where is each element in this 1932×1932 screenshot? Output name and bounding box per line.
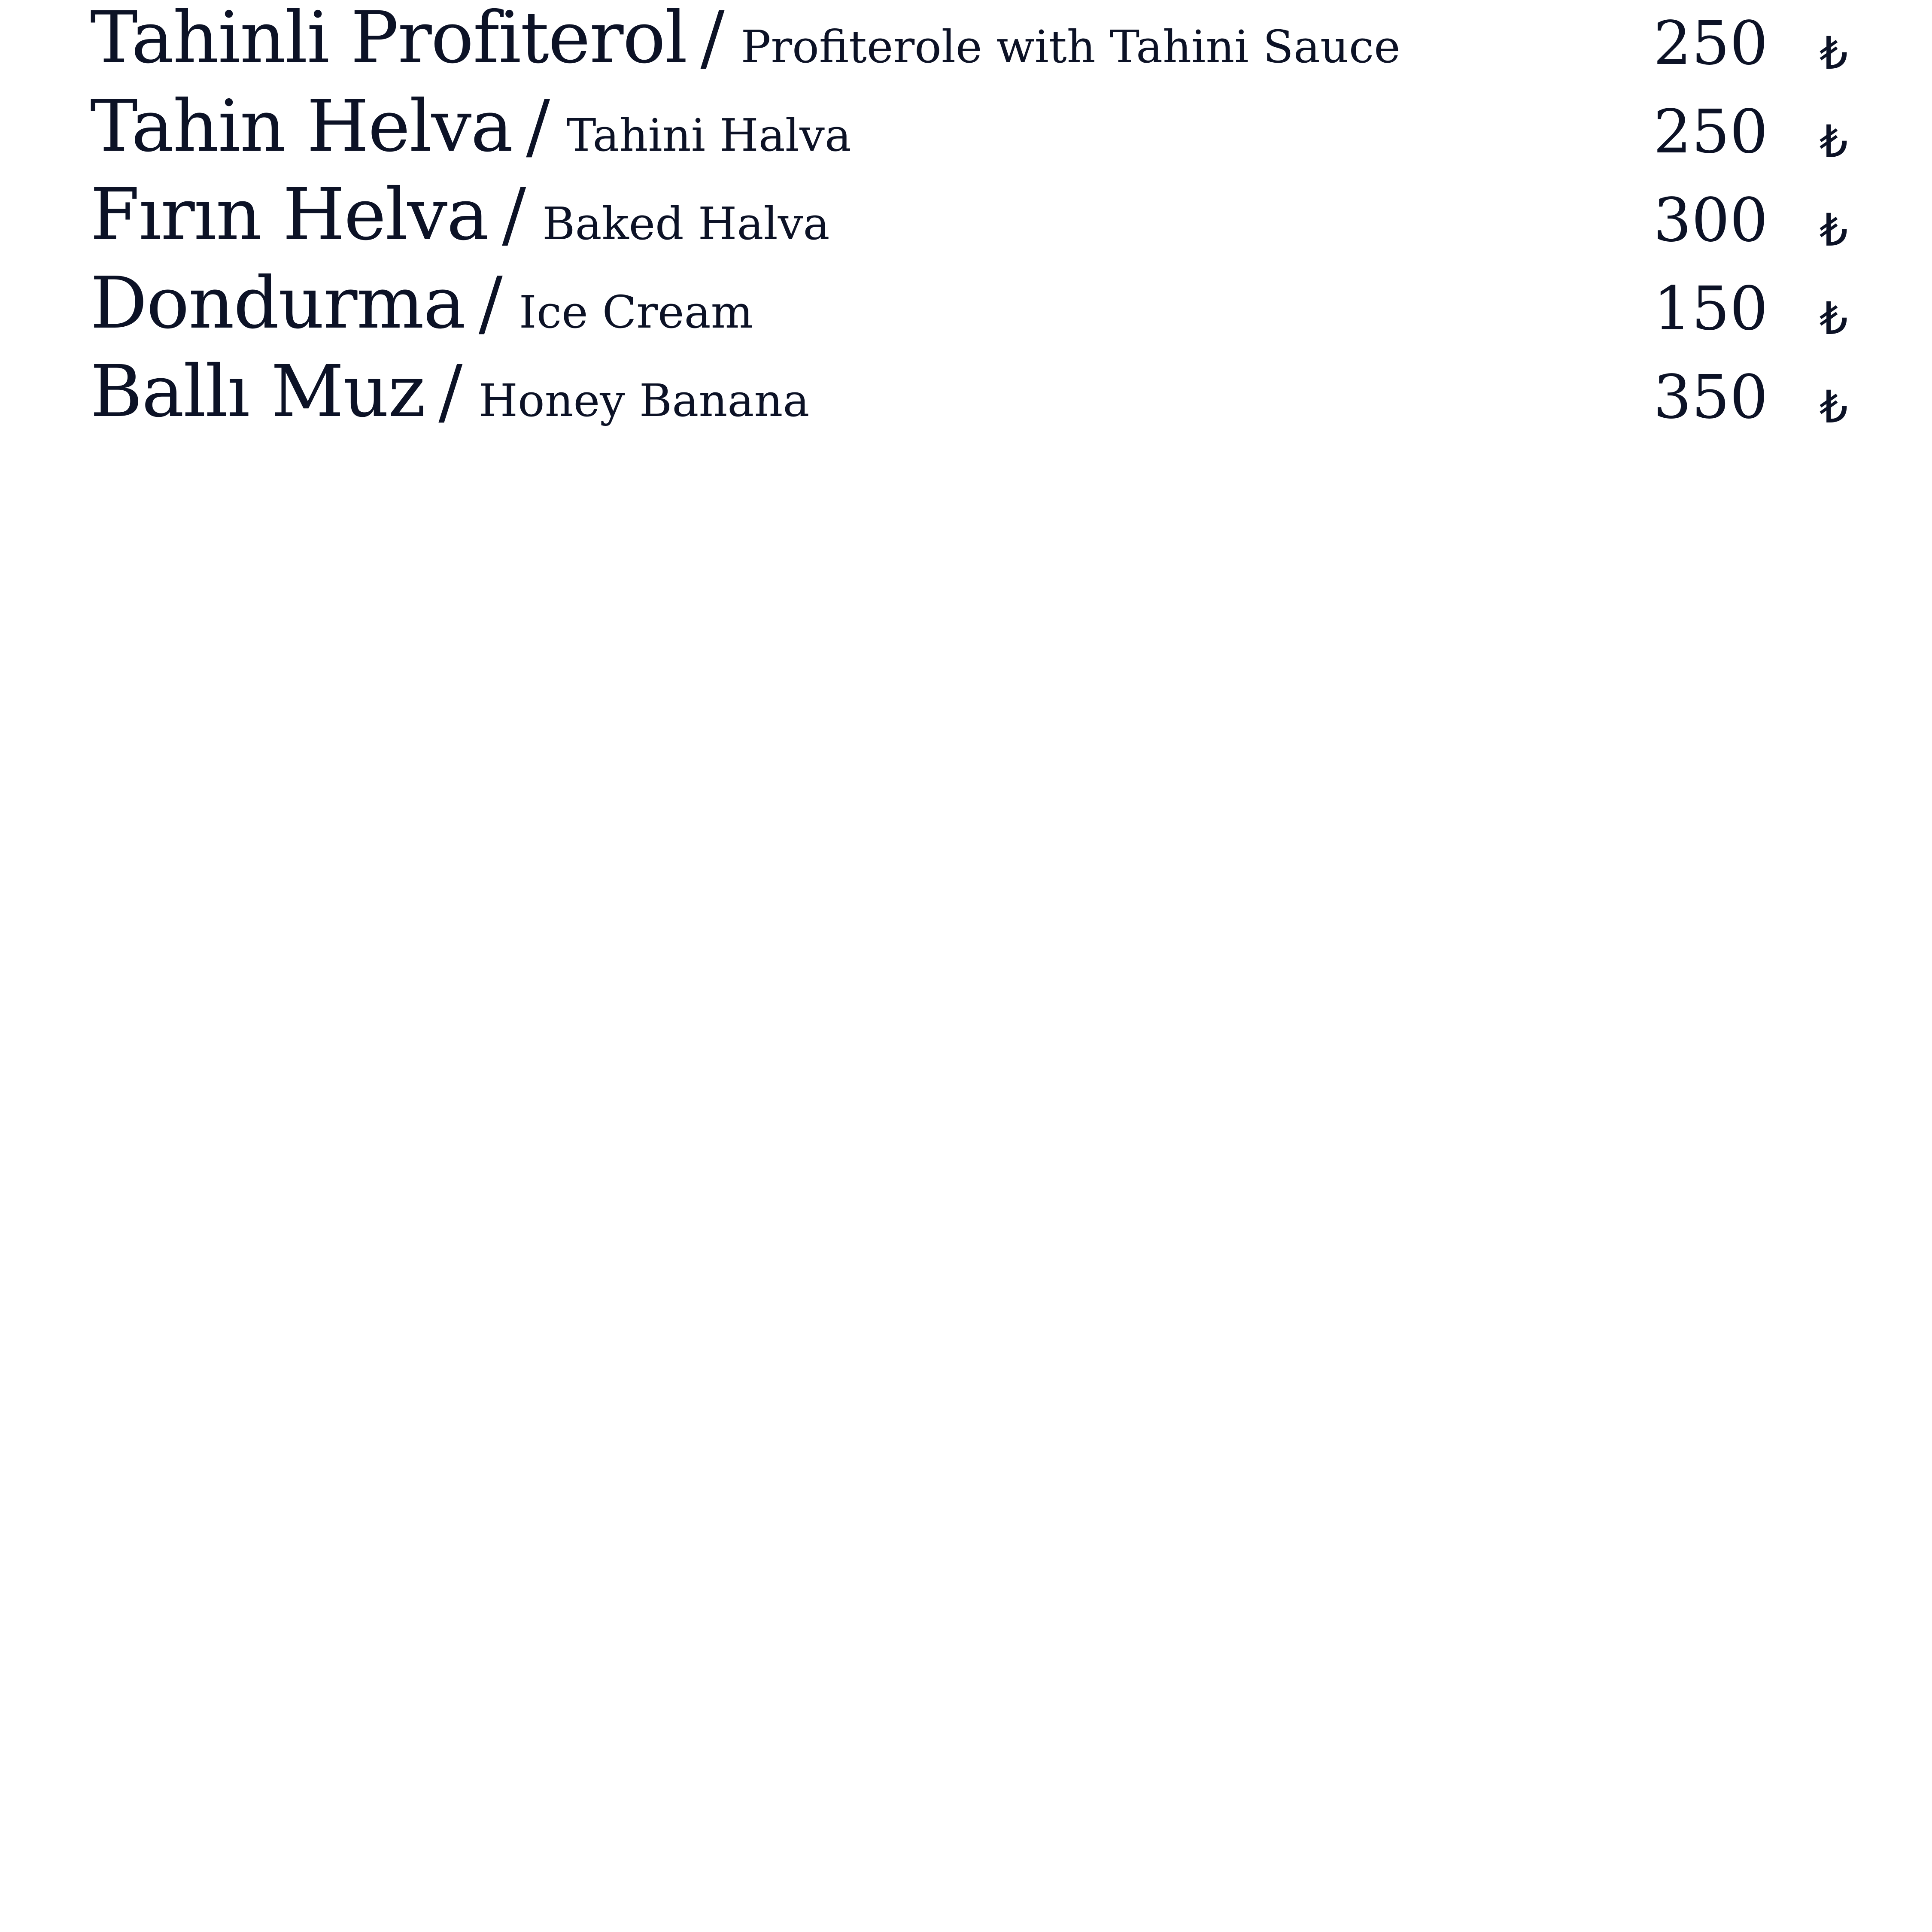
menu-item-name-english: Baked Halva bbox=[542, 197, 830, 250]
lira-sign-icon: ₺ bbox=[1820, 204, 1848, 256]
lira-sign-icon: ₺ bbox=[1820, 381, 1848, 433]
menu-item-firin-helva bbox=[0, 173, 1932, 265]
menu-item-balli-muz bbox=[0, 350, 1932, 442]
menu-item-name-turkish: Tahin Helva bbox=[90, 85, 513, 168]
name-separator: / bbox=[526, 85, 550, 168]
menu-item-tahinli-profiterol bbox=[0, 0, 1932, 88]
name-separator: / bbox=[700, 0, 724, 79]
menu-item-tahin-helva bbox=[0, 85, 1932, 177]
name-separator: / bbox=[478, 262, 502, 345]
menu-item-name bbox=[90, 173, 830, 256]
name-separator: / bbox=[502, 173, 526, 256]
menu-item-name-turkish: Ballı Muz bbox=[90, 350, 425, 433]
menu-item-price: 300 bbox=[1653, 185, 1768, 255]
name-separator: / bbox=[438, 350, 462, 433]
menu-item-price: 250 bbox=[1653, 9, 1768, 79]
menu-item-price: 150 bbox=[1653, 274, 1768, 344]
menu-item-name-turkish: Fırın Helva bbox=[90, 173, 489, 256]
menu-item-name-turkish: Dondurma bbox=[90, 262, 465, 345]
menu-item-price: 350 bbox=[1653, 362, 1768, 432]
lira-sign-icon: ₺ bbox=[1820, 115, 1848, 168]
menu-item-dondurma bbox=[0, 262, 1932, 354]
menu-item-name-english: Ice Cream bbox=[519, 286, 753, 338]
menu-item-name-english: Honey Banana bbox=[479, 374, 810, 427]
menu-item-name bbox=[90, 262, 753, 345]
menu-item-name-english: Tahini Halva bbox=[566, 109, 851, 161]
menu-item-name bbox=[90, 85, 851, 168]
menu-item-name-turkish: Tahinli Profiterol bbox=[90, 0, 687, 79]
menu-item-price: 250 bbox=[1653, 97, 1768, 167]
menu-item-name-english: Profiterole with Tahini Sauce bbox=[741, 21, 1400, 73]
lira-sign-icon: ₺ bbox=[1820, 27, 1848, 79]
lira-sign-icon: ₺ bbox=[1820, 292, 1848, 345]
menu-item-name bbox=[90, 0, 1400, 79]
menu-item-name bbox=[90, 350, 810, 433]
